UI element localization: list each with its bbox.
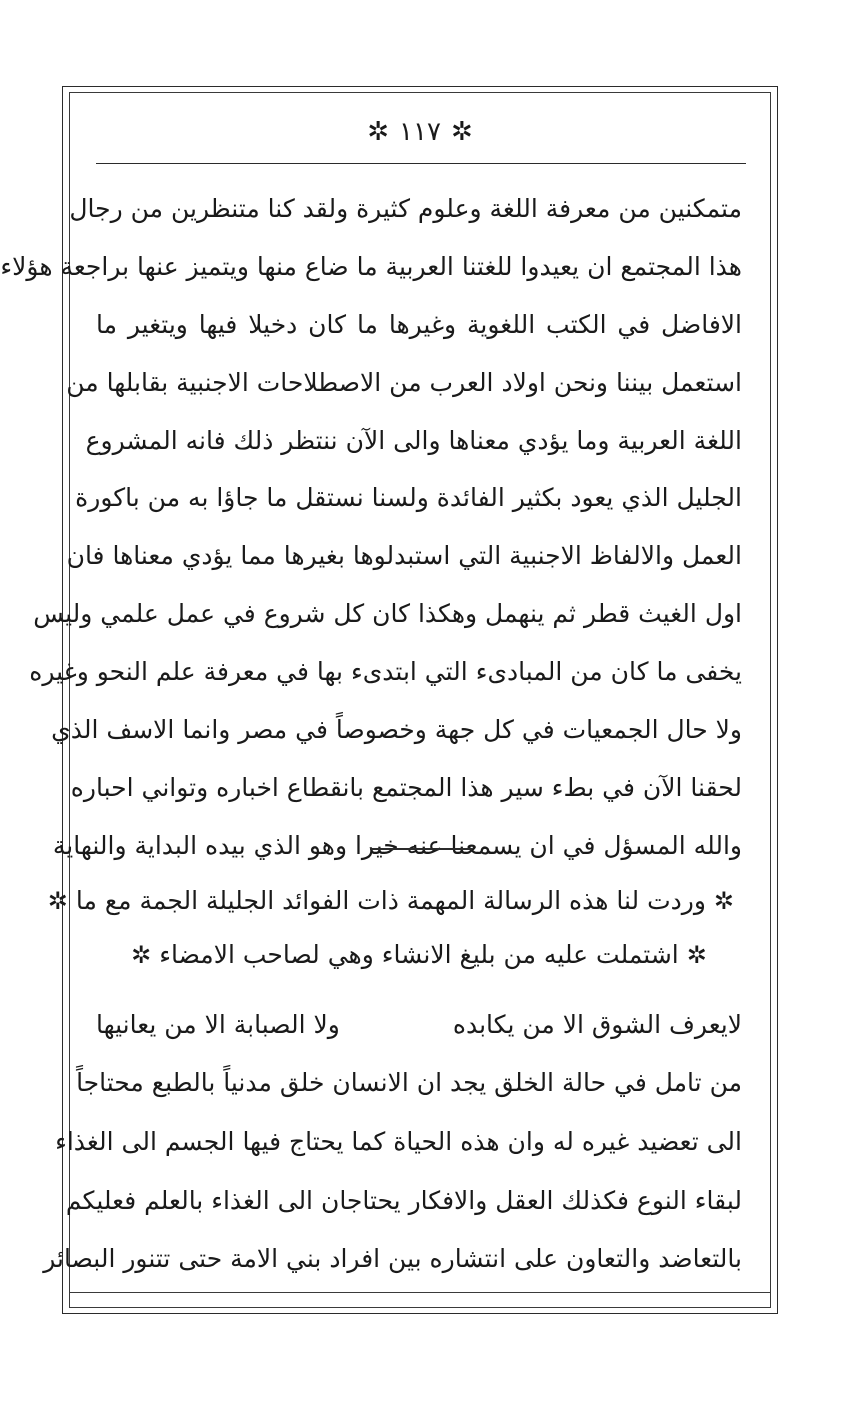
text-line: بالتعاضد والتعاون على انتشاره بين افراد بني الامة حتى تتنور البصائر: [43, 1244, 742, 1274]
text-line: لحقنا الآن في بطء سير هذا المجتمع بانقطاع اخباره وتواني احباره: [70, 772, 742, 802]
text-line: الى تعضيد غيره له وان هذه الحياة كما يحتاج فيها الجسم الى الغذاء: [55, 1126, 742, 1156]
text-line: استعمل بيننا ونحن اولاد العرب من الاصطلاحات الاجنبية بقابلها من: [66, 367, 742, 397]
notice-text: وردت لنا هذه الرسالة المهمة ذات الفوائد الجليلة الجمة مع ما: [75, 886, 706, 915]
ornament-icon: ✲: [713, 887, 734, 915]
verse-hemistich-2: ولا الصبابة الا من يعانيها: [96, 1010, 340, 1039]
header-rule: [96, 163, 746, 164]
notice-line-1: [47, 876, 742, 926]
ornament-icon: ✲: [131, 941, 152, 969]
page-header: [69, 112, 771, 152]
text-line: ولا حال الجمعيات في كل جهة وخصوصاً في مصر وانما الاسف الذي: [51, 715, 742, 745]
text-line: اول الغيث قطر ثم ينهمل وهكذا كان كل شروع في عمل علمي وليس: [33, 599, 742, 629]
poem-verse: [96, 996, 742, 1054]
notice-line-2: [96, 930, 742, 980]
text-line: اللغة العربية وما يؤدي معناها والى الآن ننتظر ذلك فانه المشروع: [85, 425, 742, 455]
notice-text: اشتملت عليه من بليغ الانشاء وهي لصاحب الامضاء: [159, 940, 679, 969]
ornament-icon: ✲: [686, 941, 707, 969]
text-line: يخفى ما كان من المبادىء التي ابتدىء بها في معرفة علم النحو وغيره: [29, 657, 742, 687]
text-line: من تامل في حالة الخلق يجد ان الانسان خلق مدنياً بالطبع محتاجاً: [76, 1068, 742, 1097]
body-text: [0, 180, 742, 875]
text-line: والله المسؤل في ان يسمعنا عنه خيرا وهو الذي بيده البداية والنهاية: [52, 830, 742, 860]
page-number: ١١٧: [399, 117, 441, 147]
section-divider: [370, 848, 472, 850]
text-line: لبقاء النوع فكذلك العقل والافكار يحتاجان الى الغذاء بالعلم فعليكم: [65, 1185, 742, 1215]
ornament-icon: ✲: [47, 887, 68, 915]
verse-hemistich-1: لايعرف الشوق الا من يكابده: [452, 1010, 742, 1039]
text-line: الافاضل في الكتب اللغوية وغيرها ما كان دخيلا فيها ويتغير ما: [96, 309, 742, 339]
letter-text: [43, 1054, 742, 1289]
bottom-rule: [69, 1292, 771, 1293]
ornament-left-icon: ✲: [367, 117, 390, 147]
ornament-right-icon: ✲: [450, 117, 473, 147]
text-line: متمكنين من معرفة اللغة وعلوم كثيرة ولقد كنا متنظرين من رجال: [69, 194, 742, 223]
text-line: العمل والالفاظ الاجنبية التي استبدلوها بغيرها مما يؤدي معناها فان: [66, 541, 742, 571]
text-line: الجليل الذي يعود بكثير الفائدة ولسنا نستقل ما جاؤا به من باكورة: [75, 483, 742, 513]
text-line: هذا المجتمع ان يعيدوا للغتنا العربية ما ضاع منها ويتميز عنها براجعة هؤلاء: [0, 251, 742, 281]
